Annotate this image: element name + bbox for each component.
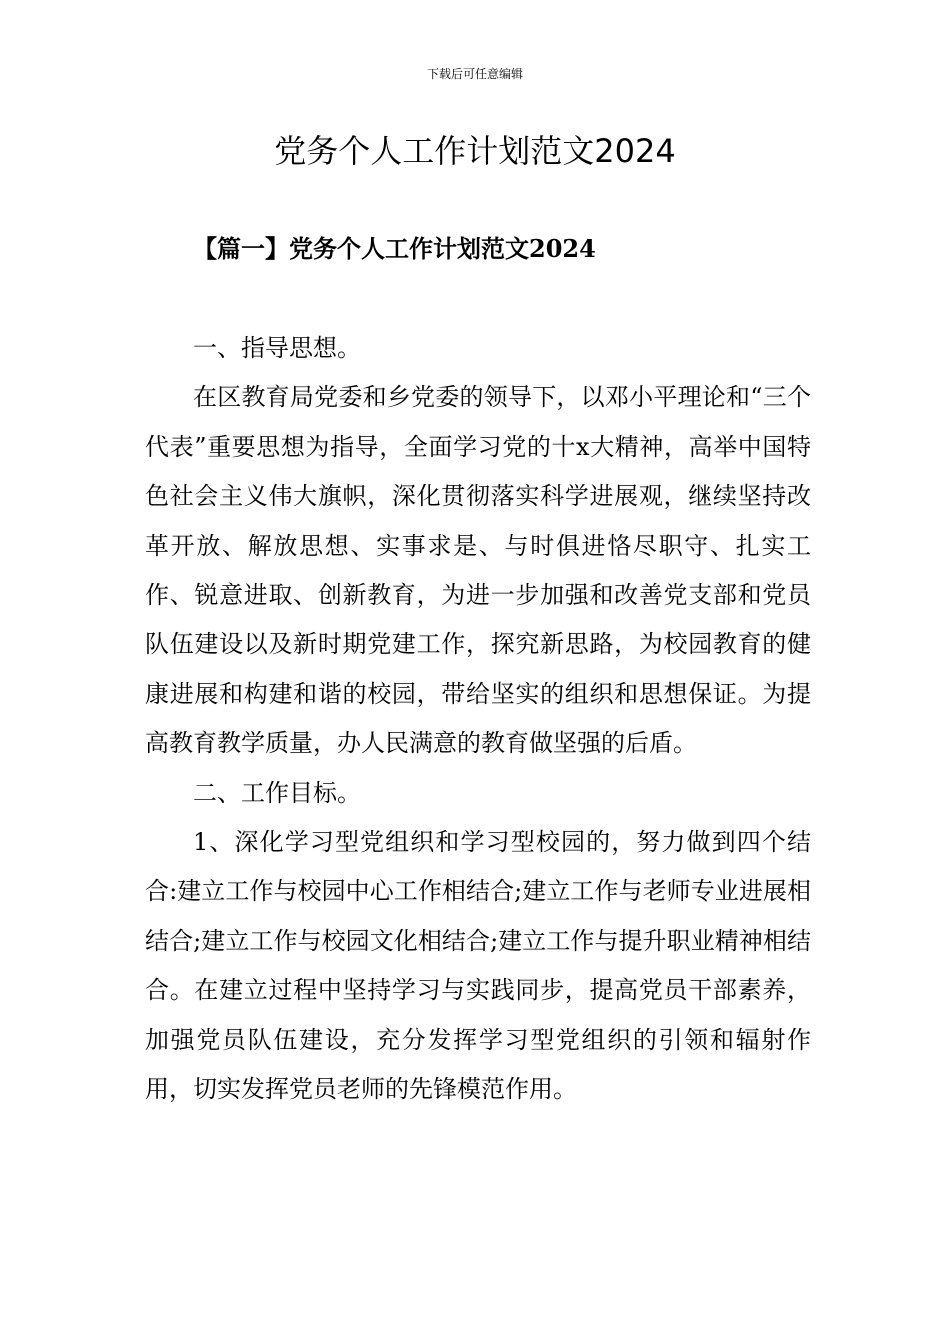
page-header-note: 下载后可任意编辑 <box>426 67 523 81</box>
section-title: 【篇一】党务个人工作计划范文2024 <box>193 234 596 263</box>
paragraph-guiding-ideology: 在区教育局党委和乡党委的领导下，以邓小平理论和“三个代表”重要思想为指导，全面学习党的十x大精神，高举中国特色社会主义伟大旗帜，深化贯彻落实科学进展观，继续坚持改革开放、解放思想、实事求是、与时俱进恪尽职守、扎实工作、锐意进取、创新教育，为进一步加强和改善党支部和党员队伍建设以及新时期党建工作，探究新思路，为校园教育的健康进展和构建和谐的校园，带给坚实的组织和思想保证。为提高教育教学质量，办人民满意的教育做坚强的后盾。 <box>145 383 811 758</box>
heading-guiding-ideology: 一、指导思想。 <box>193 334 361 362</box>
document-title: 党务个人工作计划范文2024 <box>274 132 676 170</box>
paragraph-work-goal-1: 1、深化学习型党组织和学习型校园的，努力做到四个结合:建立工作与校园中心工作相结合;建立工作与老师专业进展相结合;建立工作与校园文化相结合;建立工作与提升职业精神相结合。在建立过程中坚持学习与实践同步，提高党员干部素养，加强党员队伍建设，充分发挥学习型党组织的引领和辐射作用，切实发挥党员老师的先锋模范作用。 <box>145 828 811 1104</box>
heading-work-goals: 二、工作目标。 <box>193 778 361 807</box>
document-body <box>145 324 811 1115</box>
